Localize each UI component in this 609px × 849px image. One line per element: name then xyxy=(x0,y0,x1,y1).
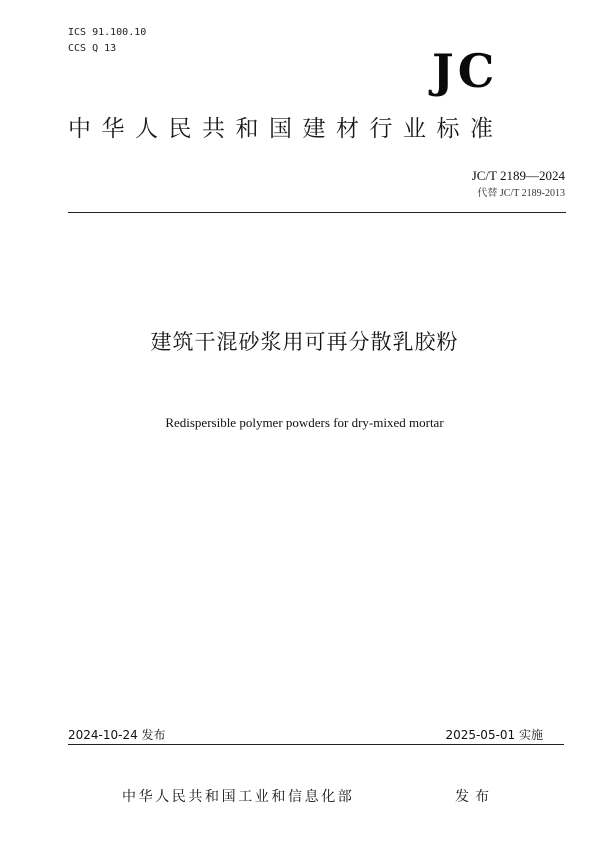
classification-codes xyxy=(68,25,146,57)
bottom-divider xyxy=(68,744,564,745)
ics-code: ICS 91.100.10 xyxy=(68,27,147,38)
jc-logo: JC xyxy=(432,44,499,98)
implementation-date: 2025-05-01 实施 xyxy=(445,728,543,742)
document-title-cn: 建筑干混砂浆用可再分散乳胶粉 xyxy=(150,330,459,354)
issuing-action: 发布 xyxy=(455,789,495,805)
top-divider xyxy=(68,212,566,213)
document-title-en: Redispersible polymer powders for dry-mixed mortar xyxy=(165,415,444,430)
issuing-authority: 中华人民共和国工业和信息化部 xyxy=(122,789,355,805)
ccs-code: CCS Q 13 xyxy=(68,43,117,54)
standard-type-heading: 中华人民共和国建材行业标准 xyxy=(68,116,504,142)
standard-number: JC/T 2189—2024 xyxy=(471,168,565,183)
replaces-standard: 代替 JC/T 2189-2013 xyxy=(477,188,565,199)
issue-date: 2024-10-24 发布 xyxy=(68,728,166,742)
